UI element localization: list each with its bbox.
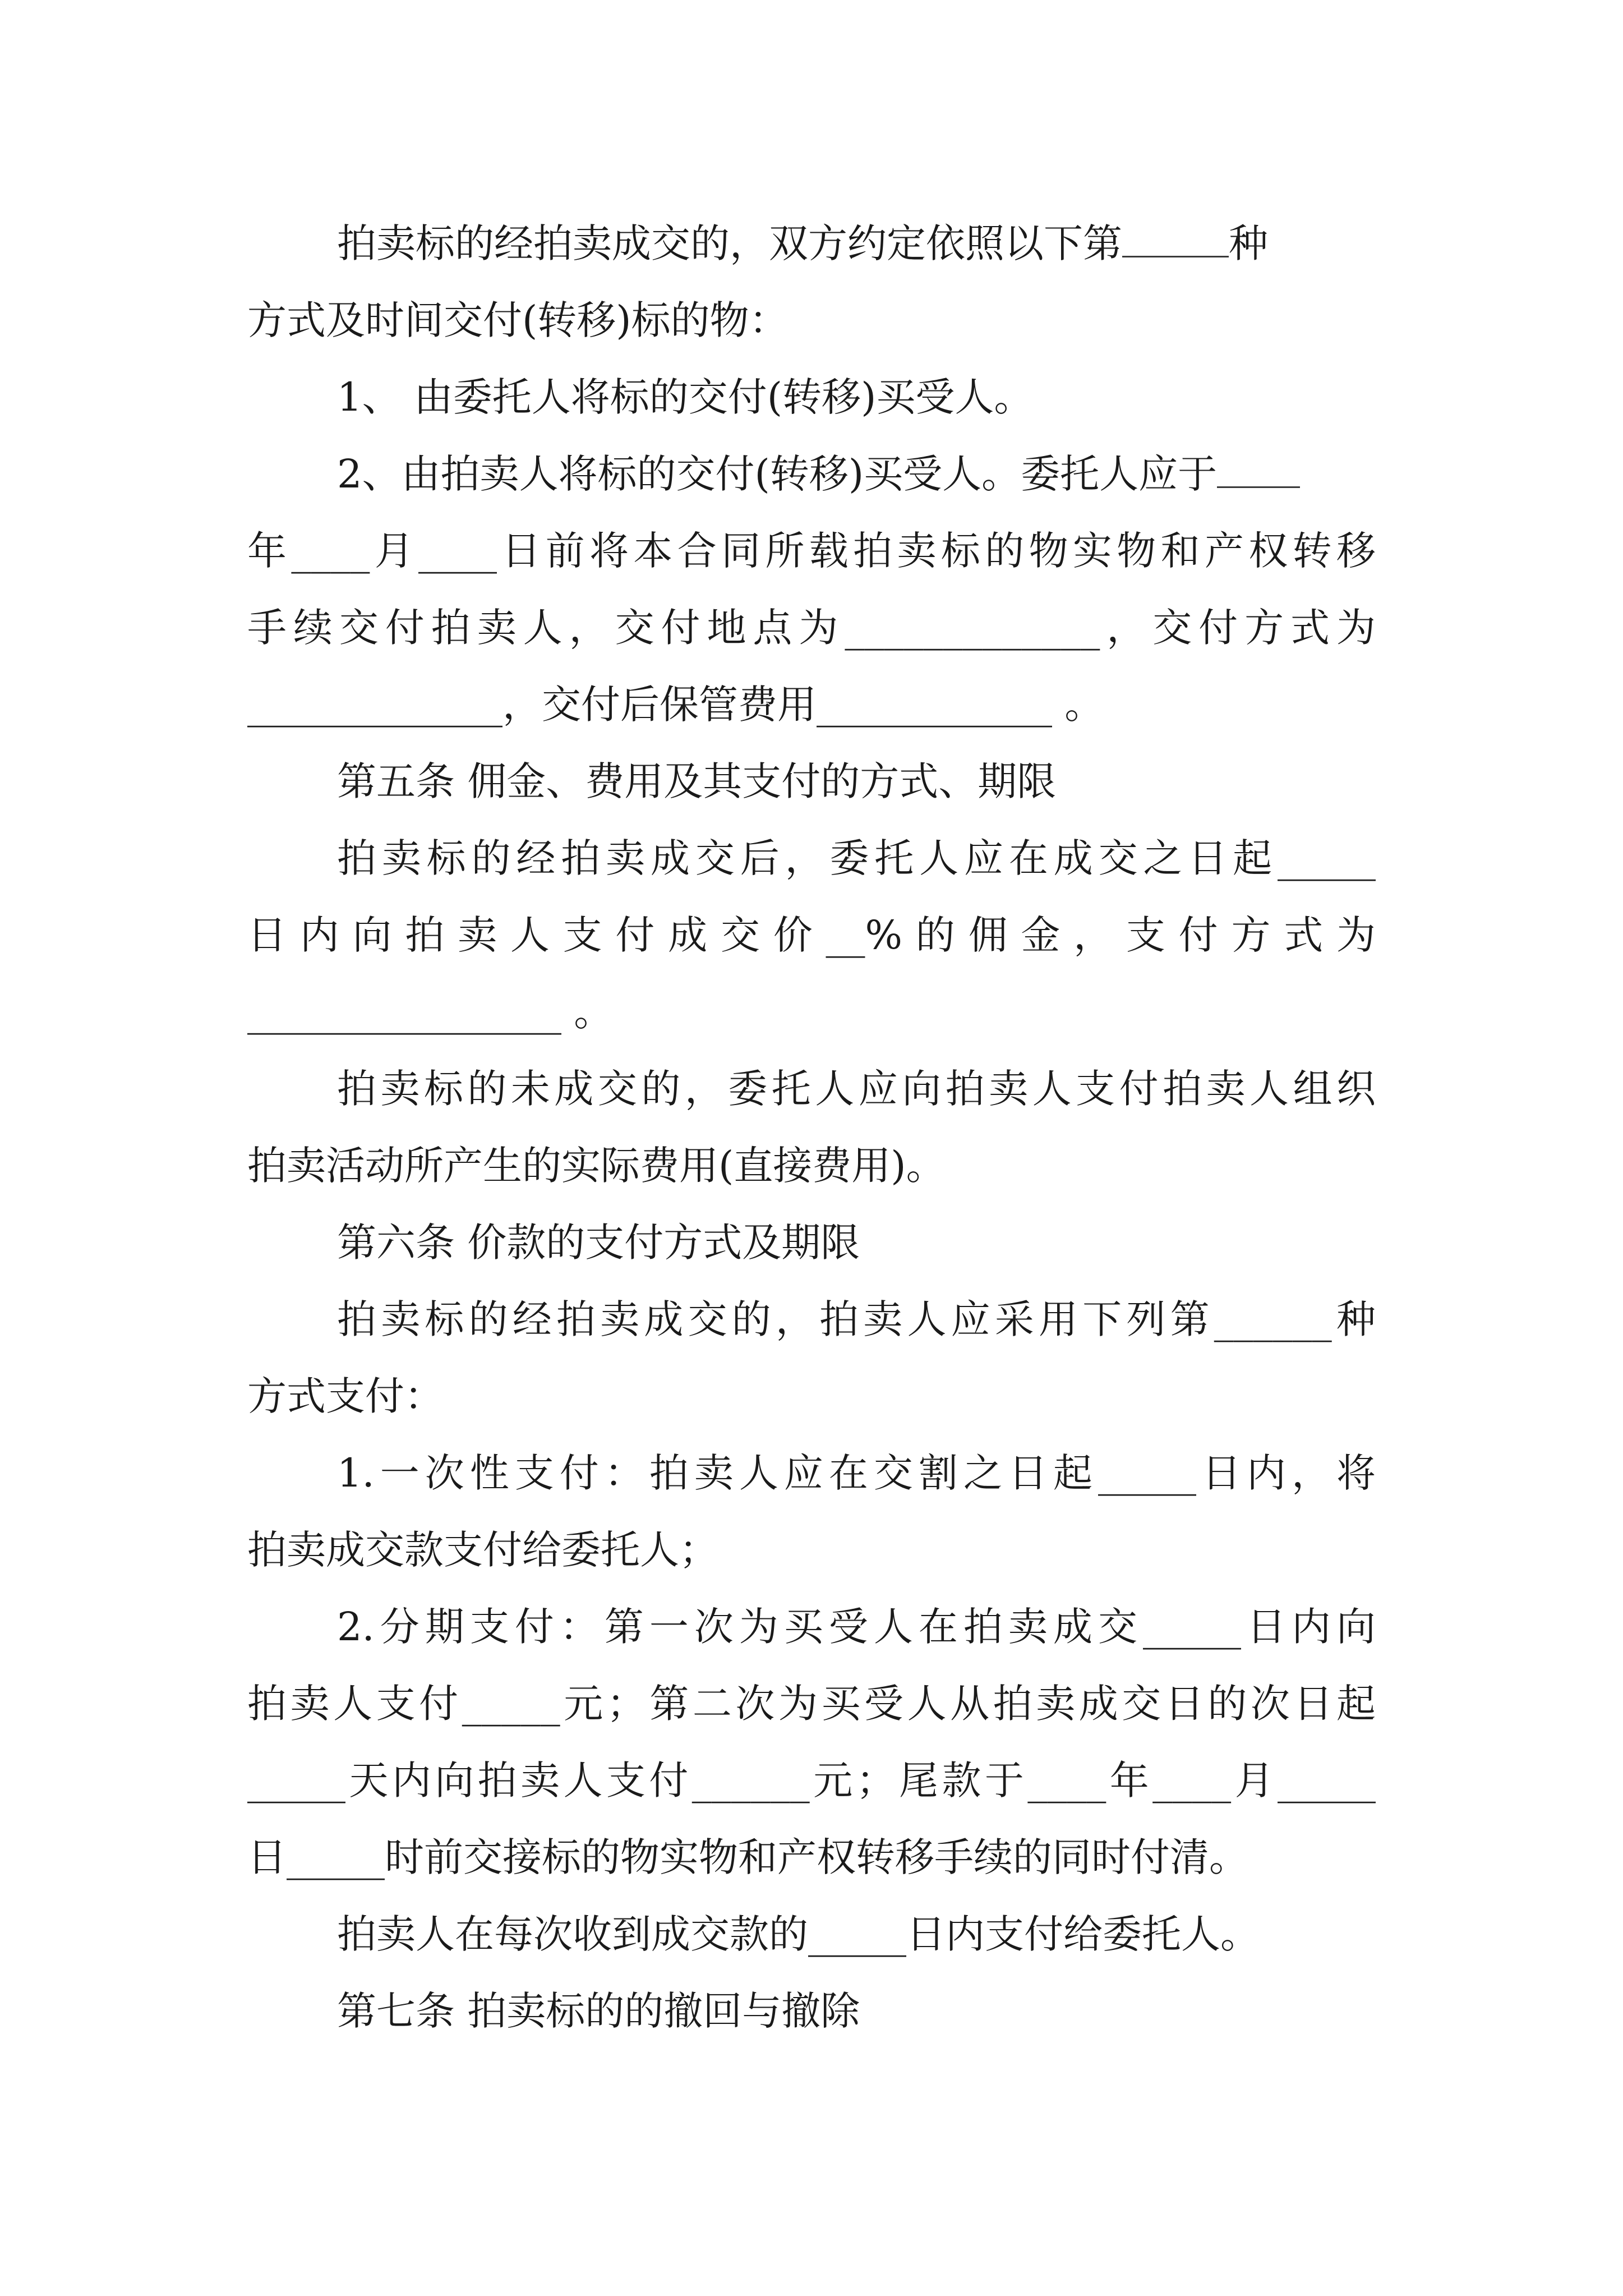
line-text: 拍卖活动所产生的实际费用(直接费用)。 (247, 1143, 946, 1189)
line-text: 手续交付拍卖人，交付地点为_____________，交付方式为 (247, 605, 1376, 651)
paragraph-line (247, 1752, 1376, 1829)
paragraph-line (247, 984, 1376, 1061)
paragraph-line (247, 1061, 1376, 1138)
paragraph-line (247, 215, 1376, 292)
paragraph-line (247, 907, 1376, 984)
line-text: _____天内向拍卖人支付______元；尾款于____年____月_____ (247, 1757, 1376, 1803)
line-text: 2、由拍卖人将标的交付(转移)买受人。委托人应于 (337, 451, 1218, 497)
paragraph-line (247, 677, 1376, 753)
paragraph-line (247, 292, 1376, 369)
fill-blank (1217, 446, 1300, 488)
paragraph-line (247, 600, 1376, 677)
paragraph-line (247, 1291, 1376, 1368)
line-text: _____________，交付后保管费用____________ 。 (247, 682, 1104, 728)
line-text: 拍卖标的经拍卖成交的，双方约定依照以下第 (337, 220, 1122, 266)
line-text: 年____月____日前将本合同所载拍卖标的物实物和产权转移 (247, 528, 1376, 574)
paragraph-line (247, 523, 1376, 600)
paragraph-line (247, 830, 1376, 907)
line-text: 第六条 价款的支付方式及期限 (337, 1220, 860, 1266)
paragraph-line (247, 1138, 1376, 1214)
fill-blank (1122, 215, 1229, 257)
list-item (247, 1599, 1376, 1676)
line-text: 第五条 佣金、费用及其支付的方式、期限 (337, 758, 1057, 804)
line-text: 1.一次性支付：拍卖人应在交割之日起_____日内，将 (337, 1450, 1376, 1496)
line-text: 1、 由委托人将标的交付(转移)买受人。 (337, 374, 1034, 420)
line-text: 拍卖人支付_____元；第二次为买受人从拍卖成交日的次日起 (247, 1681, 1376, 1727)
paragraph-line (247, 1522, 1376, 1599)
line-text: 拍卖标的未成交的，委托人应向拍卖人支付拍卖人组织 (337, 1066, 1376, 1112)
paragraph-line (247, 1906, 1376, 1983)
list-item (247, 446, 1376, 523)
line-text: 日内向拍卖人支付成交价__%的佣金，支付方式为 (247, 912, 1376, 958)
line-text: 日_____时前交接标的物实物和产权转移手续的同时付清。 (247, 1834, 1248, 1880)
paragraph-line (247, 1368, 1376, 1445)
line-text: 2.分期支付：第一次为买受人在拍卖成交_____日内向 (337, 1604, 1376, 1650)
line-text: 拍卖标的经拍卖成交后，委托人应在成交之日起_____ (337, 835, 1376, 881)
line-text: 方式支付： (247, 1373, 444, 1419)
line-text: ________________ 。 (247, 989, 614, 1035)
line-text: 拍卖标的经拍卖成交的，拍卖人应采用下列第______种 (337, 1296, 1376, 1342)
section-heading (247, 1214, 1376, 1291)
line-text-tail: 种 (1229, 220, 1268, 266)
list-item (247, 369, 1376, 446)
paragraph-line (247, 1676, 1376, 1752)
line-text: 拍卖成交款支付给委托人； (247, 1527, 718, 1573)
list-item (247, 1445, 1376, 1522)
line-text: 方式及时间交付(转移)标的物： (247, 297, 789, 343)
line-text: 拍卖人在每次收到成交款的_____日内支付给委托人。 (337, 1911, 1260, 1957)
section-heading (247, 753, 1376, 830)
paragraph-line (247, 1829, 1376, 1906)
contract-text (247, 215, 1376, 2060)
section-heading (247, 1983, 1376, 2060)
line-text: 第七条 拍卖标的的撤回与撤除 (337, 1988, 860, 2034)
